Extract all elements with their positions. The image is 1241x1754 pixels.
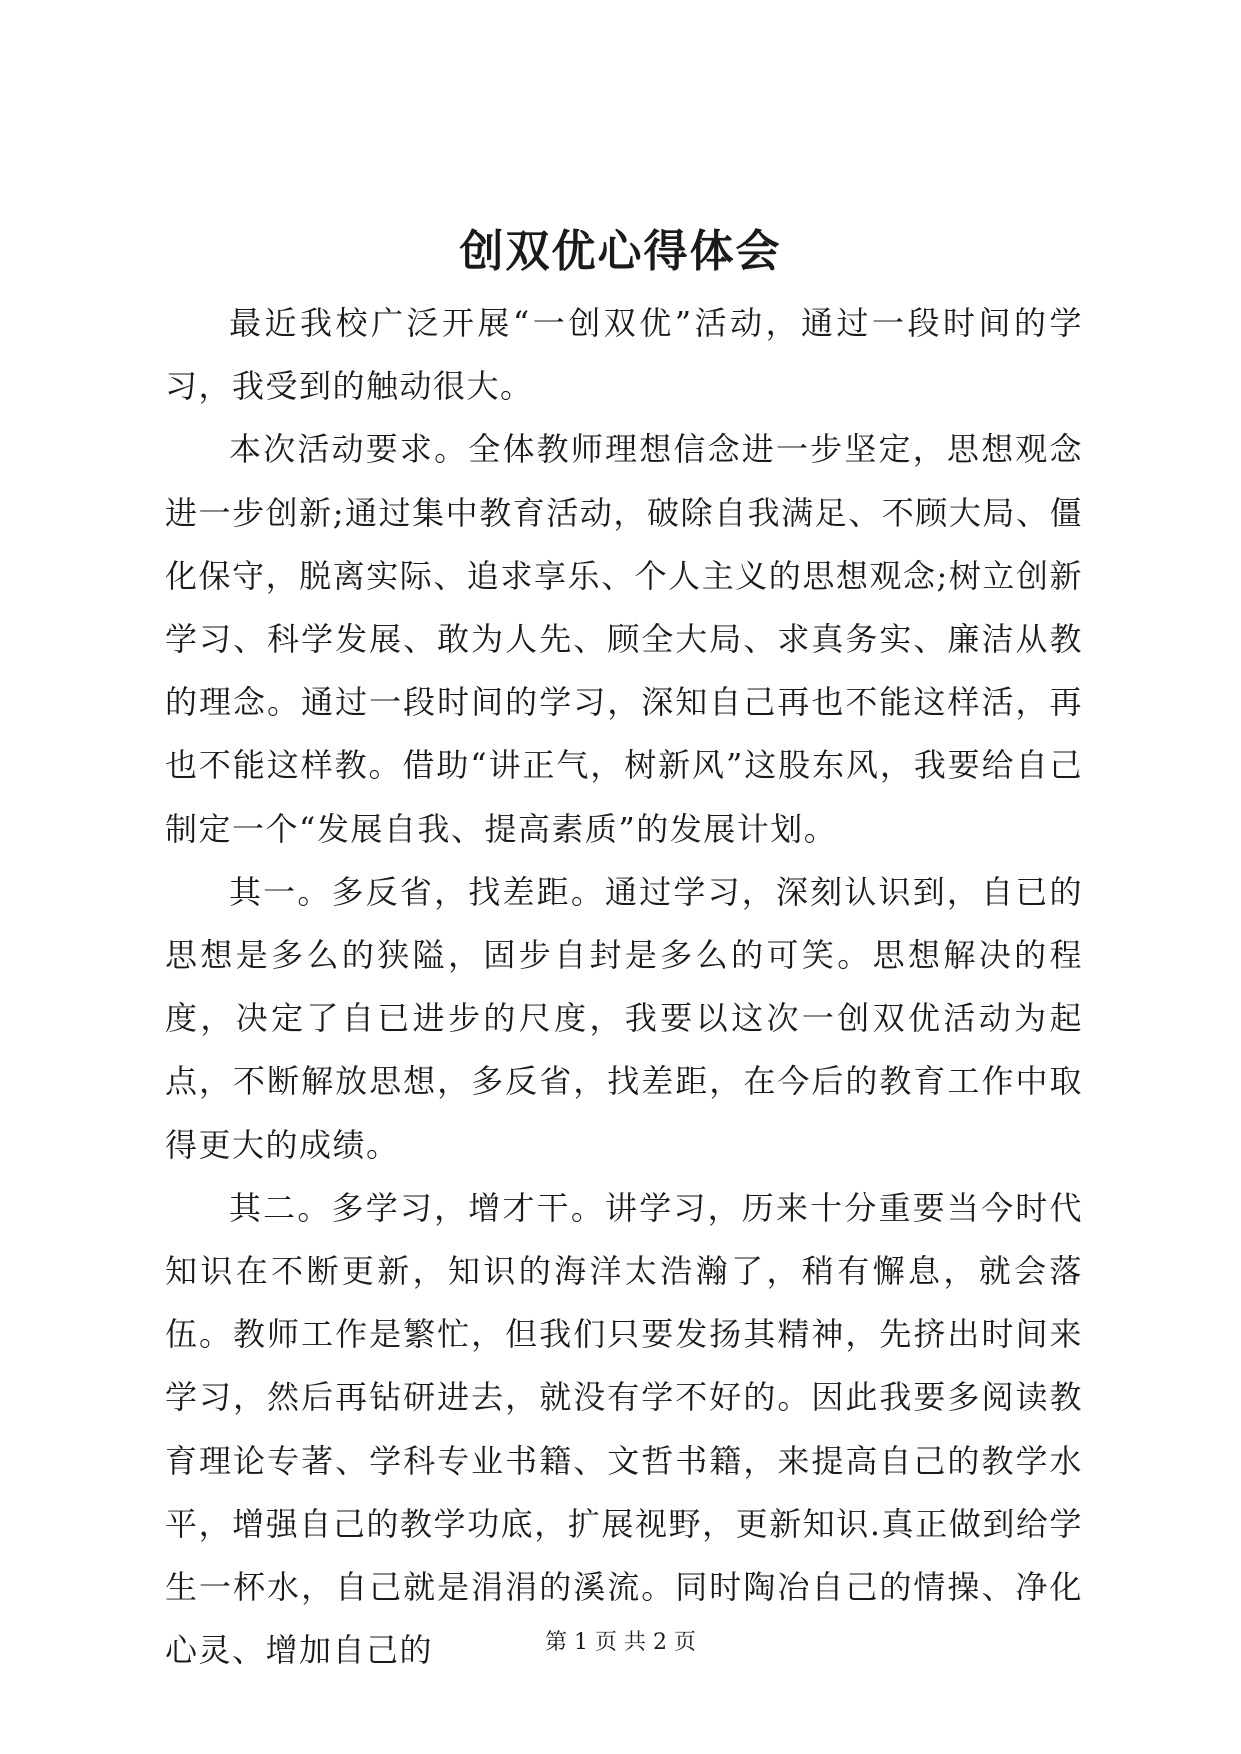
document-title: 创双优心得体会: [459, 226, 782, 277]
paragraph-point-two: 其二。多学习，增才干。讲学习，历来十分重要当今时代知识在不断更新，知识的海洋太浩瀚了，稍有懈息，就会落伍。教师工作是繁忙，但我们只要发扬其精神，先挤出时间来学习，然后再钻研进去，就没有学不好的。因此我要多阅读教育理论专著、学科专业书籍、文哲书籍，来提高自己的教学水平，增强自己的教学功底，扩展视野，更新知识.真正做到给学生一杯水，自己就是涓涓的溪流。同时陶冶自己的情操、净化心灵、增加自己的: [165, 1188, 1083, 1670]
document-body: [165, 292, 1083, 1682]
paragraph-point-one: 其一。多反省，找差距。通过学习，深刻认识到，自已的思想是多么的狭隘，固步自封是多么的可笑。思想解决的程度，决定了自已进步的尺度，我要以这次一创双优活动为起点，不断解放思想，多反省，找差距，在今后的教育工作中取得更大的成绩。: [165, 872, 1083, 1164]
paragraph-requirements: 本次活动要求。全体教师理想信念进一步坚定，思想观念进一步创新;通过集中教育活动，破除自我满足、不顾大局、僵化保守，脱离实际、追求享乐、个人主义的思想观念;树立创新学习、科学发展、敢为人先、顾全大局、求真务实、廉洁从教的理念。通过一段时间的学习，深知自己再也不能这样活，再也不能这样教。借助“讲正气，树新风”这股东风，我要给自己制定一个“发展自我、提高素质”的发展计划。: [165, 430, 1083, 848]
page-number-footer: 第 1 页 共 2 页: [545, 1630, 696, 1655]
paragraph-intro: 最近我校广泛开展“一创双优”活动，通过一段时间的学习，我受到的触动很大。: [165, 304, 1083, 406]
